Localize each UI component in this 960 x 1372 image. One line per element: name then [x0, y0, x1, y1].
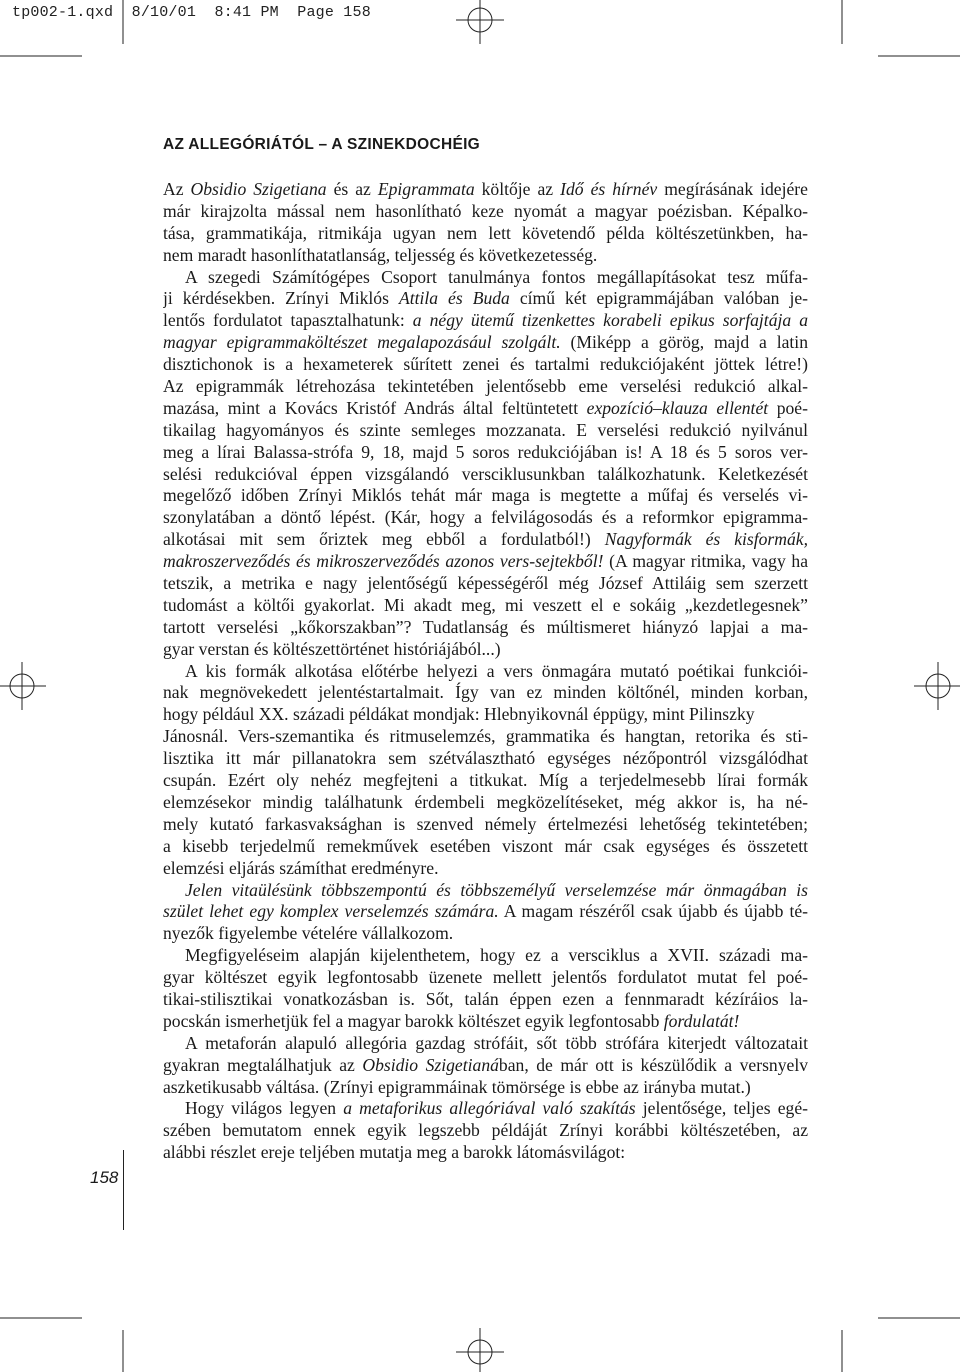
- text-span: megelőző időben Zrínyi Miklós tehát már maga is megtette a műfaj és verselés vi-: [163, 485, 808, 506]
- text-span: nyezők figyelembe vételére vállalkozom.: [163, 923, 454, 944]
- text-span: lentős fordulatot tapasztalhatunk:: [163, 310, 413, 331]
- italic-text-span: szület lehet egy komplex verselemzés számára.: [163, 901, 499, 922]
- text-span: költője az: [474, 179, 561, 199]
- text-line: [163, 179, 808, 201]
- text-span: meg a lírai Balassa-strófa 9, 18, majd 5 soros redukciójában is! A 18 és 5 soros ver-: [163, 441, 808, 462]
- italic-text-span: Epigrammata: [377, 179, 475, 199]
- text-line: [163, 661, 808, 683]
- text-span: Megfigyeléseim alapján kijelenthetem, hogy ez a versciklus a XVII. századi ma-: [185, 945, 808, 966]
- slug-file: tp002-1.qxd: [12, 4, 114, 21]
- text-span: szonylatában a döntő lépést. (Kár, hogy a felvilágosodás és a reformkor epigramma-: [163, 507, 808, 528]
- text-line: [163, 332, 808, 354]
- text-line: [163, 1011, 808, 1033]
- italic-text-span: Idő és hírnév: [560, 179, 658, 199]
- text-span: mely kutató farkasvaksághan is szenved némely értelmezési lehetőség tekintetében;: [163, 813, 808, 834]
- text-span: nak megnövekedett jelentéstartalmait. Így van ez minden költőnél, minden korban,: [163, 682, 808, 703]
- text-span: lisztika itt már pillanatokra sem szétválasztható egységes nézőpontról vizsgálódhat: [163, 748, 808, 769]
- registration-mark-left: [0, 662, 46, 710]
- text-line: [163, 595, 808, 617]
- text-line: [163, 442, 808, 464]
- text-span: tikai-stilisztikai vonatkozásban is. Sőt, talán éppen ezen a fennmaradt kézíráios la-: [163, 988, 808, 1009]
- text-span: Az epigrammák létrehozása tekintetében jelentősebb eme verselési redukció alkal-: [163, 376, 808, 397]
- text-span: a kisebb terjedelmű remekművek esetében viszont már csak egységes és összetett: [163, 835, 808, 856]
- text-line: [163, 748, 808, 770]
- text-line: [163, 967, 808, 989]
- text-span: gyakran megtalálhatjuk az: [163, 1054, 363, 1075]
- text-line: [163, 1098, 808, 1120]
- text-span: gyar verstan és költészettörténet históriájából...): [163, 638, 501, 659]
- text-line: [163, 901, 808, 923]
- text-span: ban, de már ott is készülődik a versnyelv: [498, 1054, 808, 1075]
- text-line: [163, 245, 808, 267]
- text-span: pocskán ismerhetjük fel a magyar barokk költészet egyik legfontosabb: [163, 1010, 664, 1031]
- registration-mark-right: [914, 662, 960, 710]
- text-line: [163, 376, 808, 398]
- page-number-rule: [123, 1150, 124, 1230]
- text-line: [163, 639, 808, 661]
- text-span: A magam részéről csak újabb és újabb té-: [498, 901, 808, 922]
- text-span: alkotásai mit sem őriztek meg ebből a fordulatból!): [163, 529, 605, 550]
- text-line: [163, 1033, 808, 1055]
- italic-text-span: Obsidio Szigetianá: [362, 1054, 499, 1075]
- text-span: jelentősége, teljes egé-: [635, 1098, 808, 1119]
- text-line: [163, 464, 808, 486]
- slug-time: 8:41 PM: [214, 4, 279, 21]
- italic-text-span: magyar epigrammaköltészet megalapozásául szolgált.: [163, 332, 561, 353]
- page-number: 158: [90, 1168, 119, 1187]
- text-span: hogy például XX. századi példákat mondjak: Hlebnyikovnál éppügy, mint Pilinszky: [163, 704, 755, 725]
- text-span: A kis formák alkotása előtérbe helyezi a vers önmagára mutató poétikai funkciói-: [185, 660, 808, 681]
- text-line: [163, 420, 808, 442]
- text-line: [163, 201, 808, 223]
- text-span: szében bemutatom ennek egyik legszebb példáját Zrínyi korábbi költészetében, az: [163, 1120, 808, 1141]
- text-line: [163, 529, 808, 551]
- text-line: [163, 792, 808, 814]
- text-line: [163, 770, 808, 792]
- text-line: [163, 1142, 808, 1164]
- registration-mark-bottom: [456, 1328, 504, 1372]
- text-span: már kirajzolta mással nem hasonlítható keze nyomát a magyar poézisban. Képalko-: [163, 200, 808, 221]
- text-span: című két epigrammájában valóban je-: [509, 288, 808, 309]
- text-span: selési redukcióval éppen vizsgálandó versciklusunkban találkozhatunk. Keletkezését: [163, 463, 808, 484]
- text-line: [163, 1077, 808, 1099]
- text-line: [163, 1055, 808, 1077]
- italic-text-span: makroszerveződés és mikroszerveződés azonos vers-sejtekből!: [163, 551, 604, 572]
- text-span: Jánosnál. Vers-szemantika és ritmuselemzés, grammatika és hangtan, retorika és sti-: [163, 726, 808, 747]
- text-line: [163, 923, 808, 945]
- text-line: [163, 354, 808, 376]
- text-line: [163, 1120, 808, 1142]
- italic-text-span: Nagyformák és kisformák,: [604, 529, 808, 550]
- text-line: [163, 989, 808, 1011]
- text-line: [163, 288, 808, 310]
- text-line: [163, 507, 808, 529]
- text-span: tudomást a költői gyakorlat. Mi akadt meg, mi veszett el e sokáig „kezdetlegesnek”: [163, 594, 808, 615]
- slug-date: 8/10/01: [131, 4, 197, 21]
- italic-text-span: a metaforikus allegóriával való szakítás: [343, 1098, 636, 1119]
- italic-text-span: Attila és Buda: [398, 288, 510, 309]
- text-span: elemzésekor mindig találhatunk érdembeli megközelítéseket, még akkor is, ha né-: [163, 791, 808, 812]
- text-line: [163, 223, 808, 245]
- text-span: disztichonok is a hexameterek sűrített zenei és tartalmi redukciójaként jöttek létre!): [163, 354, 808, 375]
- chapter-heading: AZ ALLEGÓRIÁTÓL – A SZINEKDOCHÉIG: [163, 136, 481, 153]
- text-line: [163, 398, 808, 420]
- text-line: [163, 858, 808, 880]
- text-line: [163, 617, 808, 639]
- italic-text-span: expozíció–klauza ellentét: [586, 397, 769, 418]
- text-span: gyar költészet egyik legfontosabb üzenete mellett jelentős fordulatot mutat fel poé-: [163, 967, 808, 988]
- text-line: [163, 945, 808, 967]
- text-span: nem maradt hasonlíthatatlanság, teljesség és következetesség.: [163, 244, 598, 265]
- text-line: [163, 310, 808, 332]
- italic-text-span: Jelen vitaülésünk többszempontú és többszemélyű verselemzése már önmagában is: [185, 879, 808, 900]
- italic-text-span: a négy ütemű tizenkettes korabeli epikus sorfajtája a: [412, 310, 808, 331]
- text-span: és az: [326, 179, 378, 199]
- text-span: ji kérdésekben. Zrínyi Miklós: [163, 288, 399, 309]
- italic-text-span: fordulatát!: [663, 1010, 740, 1031]
- text-line: [163, 267, 808, 289]
- registration-mark-top: [456, 0, 504, 44]
- text-span: alábbi részlet ereje teljében mutatja meg a barokk látomásvilágot:: [163, 1142, 626, 1163]
- text-span: A szegedi Számítógépes Csoport tanulmánya fontos megállapításokat tesz műfa-: [185, 266, 808, 287]
- text-span: Hogy világos legyen: [185, 1098, 344, 1119]
- text-line: [163, 880, 808, 902]
- text-line: [163, 682, 808, 704]
- text-line: [163, 551, 808, 573]
- text-span: tása, grammatikája, ritmikája ugyan nem lett követendő példa költészetünkben, ha-: [163, 222, 808, 243]
- text-line: [163, 814, 808, 836]
- body-text: [163, 179, 808, 1164]
- text-line: [163, 726, 808, 748]
- text-line: [163, 836, 808, 858]
- text-span: aszketikusabb váltása. (Zrínyi epigrammáinak tömörsége is ebbe az irányba mutat.): [163, 1076, 751, 1097]
- text-span: poé-: [768, 397, 808, 418]
- text-span: tetszik, a metrika e nagy jelentőségű képességéről még József Attiláig sem szerzett: [163, 573, 808, 594]
- text-span: A metaforán alapuló allegória gazdag strófáit, sőt több strófára kiterjedt változatait: [185, 1032, 808, 1053]
- text-span: tikailag hagyományos és szinte semleges mozzanata. E verselési redukció nyilvánul: [163, 419, 808, 440]
- text-span: Az: [163, 179, 191, 199]
- text-span: (A magyar ritmika, vagy ha: [603, 551, 808, 572]
- text-span: (Miképp a görög, majd a latin: [560, 332, 808, 353]
- text-span: mazása, mint a Kovács Kristóf András által feltüntetett: [163, 397, 587, 418]
- italic-text-span: Obsidio Szigetiana: [190, 179, 327, 199]
- text-span: megírásának idejére: [657, 179, 808, 199]
- text-line: [163, 704, 808, 726]
- text-span: tartott verselési „kőkorszakban”? Tudatlanság és múltismeret hiányzó lapjai a ma-: [163, 616, 808, 637]
- text-span: csupán. Ezért oly nehéz megfejteni a titkukat. Míg a terjedelmesebb lírai formák: [163, 770, 808, 791]
- text-line: [163, 573, 808, 595]
- text-span: elemzési eljárás számíthat eredményre.: [163, 857, 439, 878]
- text-line: [163, 485, 808, 507]
- slug-page: Page 158: [297, 4, 371, 21]
